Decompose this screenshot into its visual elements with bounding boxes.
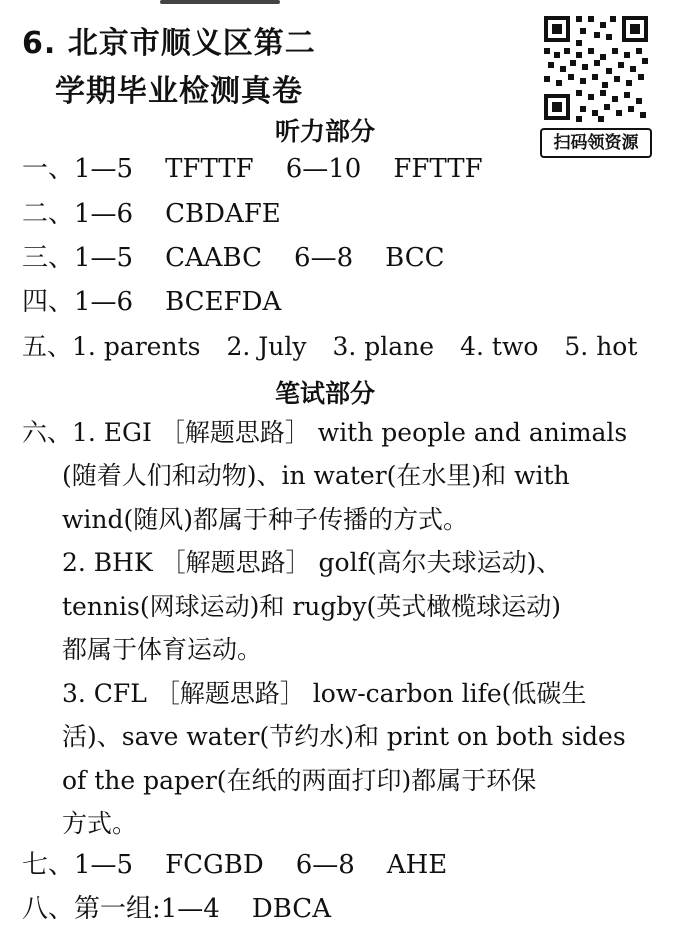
row-5-item-2: 2. July bbox=[226, 332, 307, 361]
written-heading: 笔试部分 bbox=[275, 379, 376, 408]
answer-row-1 bbox=[22, 156, 483, 182]
row-7-label-2: 6—8 bbox=[295, 850, 355, 880]
answer-row-3 bbox=[22, 245, 445, 271]
row-3-label: 三、1—5 bbox=[22, 243, 134, 273]
answer-row-7 bbox=[22, 852, 447, 878]
row-8-label: 八、第一组:1—4 bbox=[22, 894, 220, 924]
answer-row-8 bbox=[22, 896, 331, 922]
row-1-answers-a: TFTTF bbox=[165, 154, 254, 184]
cropped-top-edge bbox=[160, 0, 280, 4]
row-2-answers: CBDAFE bbox=[165, 199, 281, 229]
explanation-line-8: 活)、save water(节约水)和 print on both sides bbox=[62, 722, 626, 751]
row-3-answers-a: CAABC bbox=[165, 243, 263, 273]
row-5-item-4: 4. two bbox=[460, 332, 539, 361]
explanation-line-1: 六、1. EGI ［解题思路］ with people and animals bbox=[22, 418, 628, 447]
explanation-line-6: 都属于体育运动。 bbox=[62, 635, 263, 664]
answer-row-5 bbox=[22, 334, 637, 359]
qr-code-graphic bbox=[540, 12, 652, 124]
title-line-2: 学期毕业检测真卷 bbox=[55, 74, 303, 109]
row-5-item-5: 5. hot bbox=[564, 332, 638, 361]
listening-heading: 听力部分 bbox=[275, 117, 376, 146]
row-7-answers-a: FCGBD bbox=[165, 850, 264, 880]
row-5-item-1: 1. parents bbox=[72, 332, 201, 361]
row-3-label-2: 6—8 bbox=[294, 243, 354, 273]
answer-row-4 bbox=[22, 289, 281, 315]
row-2-label: 二、1—6 bbox=[22, 199, 134, 229]
row-1-label: 一、1—5 bbox=[22, 154, 134, 184]
row-4-label: 四、1—6 bbox=[22, 287, 134, 317]
row-4-answers: BCEFDA bbox=[165, 287, 282, 317]
explanation-line-5: tennis(网球运动)和 rugby(英式橄榄球运动) bbox=[62, 592, 562, 621]
qr-caption-label: 扫码领资源 bbox=[540, 128, 652, 158]
explanation-line-9: of the paper(在纸的两面打印)都属于环保 bbox=[62, 766, 537, 795]
explanation-line-7: 3. CFL ［解题思路］ low-carbon life(低碳生 bbox=[62, 679, 587, 708]
row-8-answers: DBCA bbox=[251, 894, 331, 924]
explanation-line-3: wind(随风)都属于种子传播的方式。 bbox=[62, 505, 469, 534]
row-7-answers-b: AHE bbox=[386, 850, 448, 880]
explanation-line-2: (随着人们和动物)、in water(在水里)和 with bbox=[62, 461, 570, 490]
row-5-label: 五、 bbox=[22, 332, 73, 361]
row-7-label: 七、1—5 bbox=[22, 850, 134, 880]
explanation-line-10: 方式。 bbox=[62, 809, 138, 838]
title-line-1: 6. 北京市顺义区第二 bbox=[22, 26, 316, 61]
answer-row-2 bbox=[22, 201, 281, 227]
row-5-item-3: 3. plane bbox=[332, 332, 435, 361]
row-3-answers-b: BCC bbox=[385, 243, 445, 273]
row-1-answers-b: FFTTF bbox=[393, 154, 483, 184]
explanation-line-4: 2. BHK ［解题思路］ golf(高尔夫球运动)、 bbox=[62, 548, 562, 577]
row-1-label-2: 6—10 bbox=[285, 154, 362, 184]
